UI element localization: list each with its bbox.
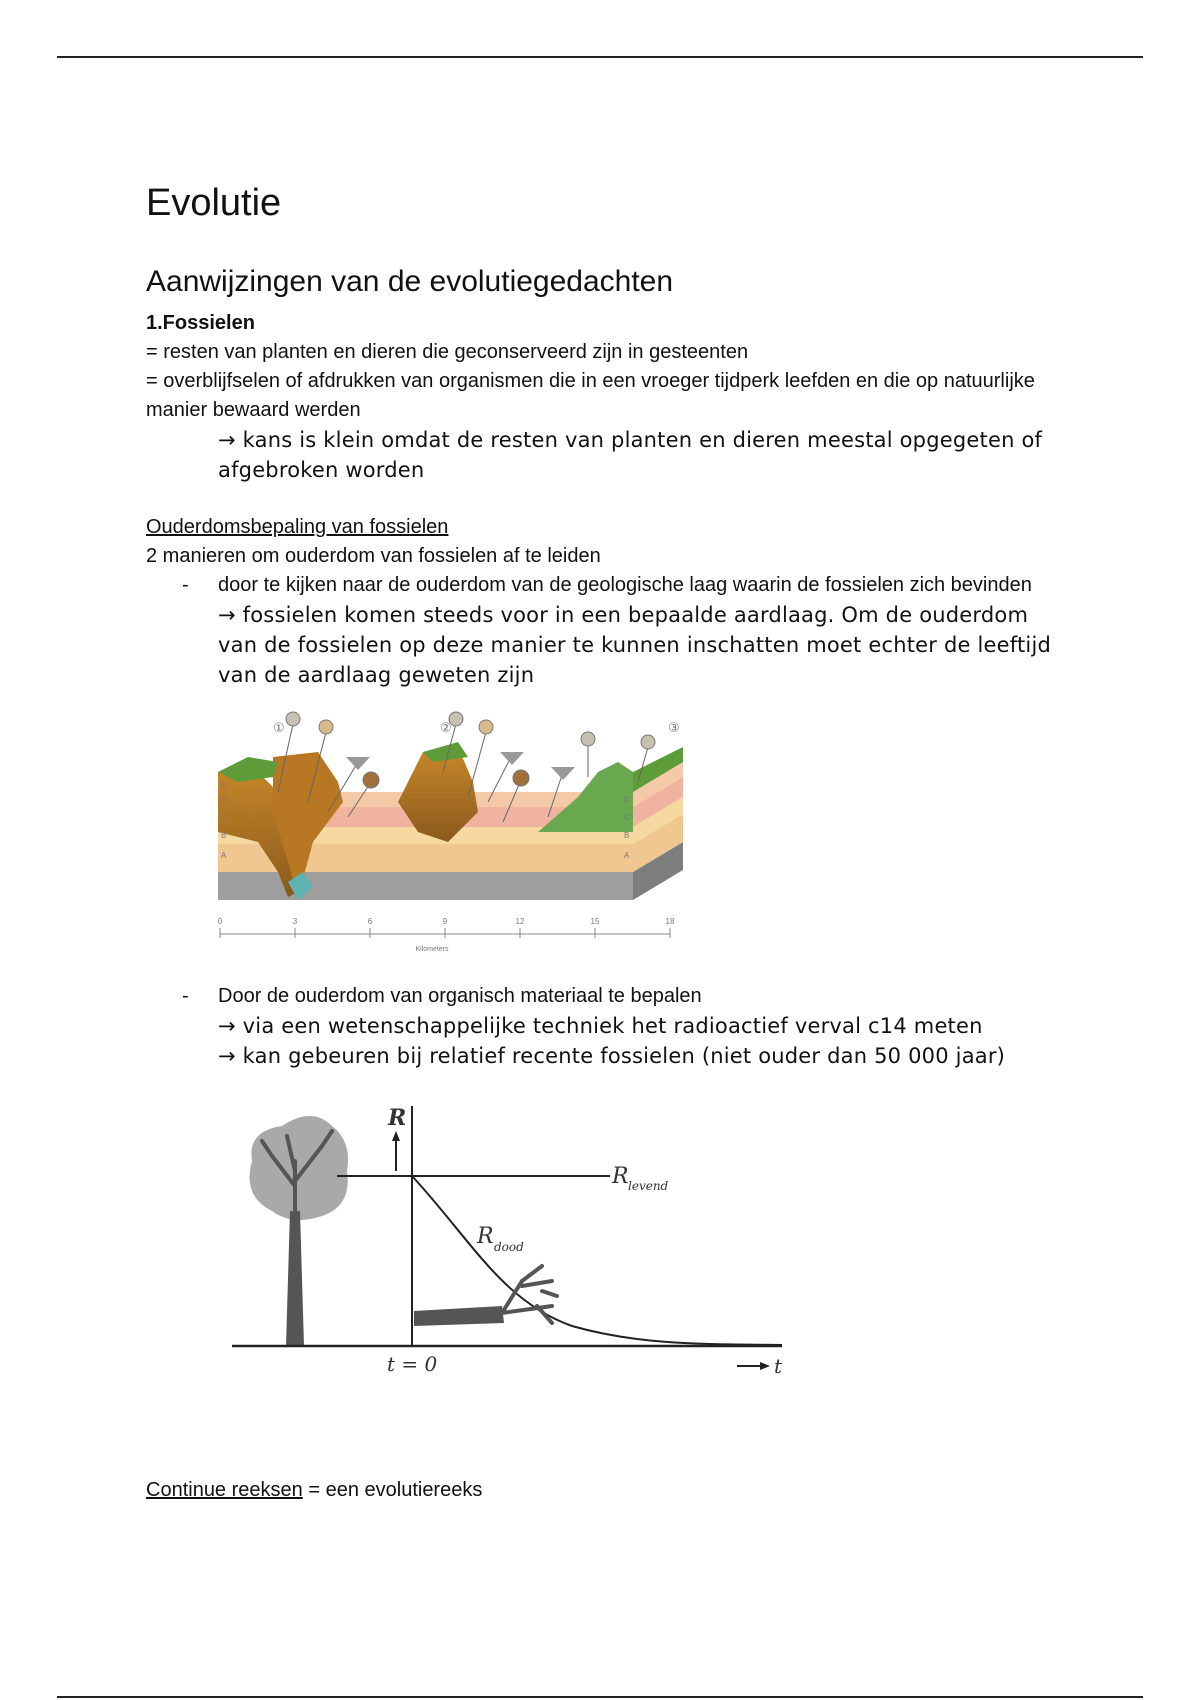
page-content [146, 182, 1066, 1505]
section-title: Aanwijzingen van de evolutiegedachten [146, 265, 674, 298]
bullet-1-text: door te kijken naar de ouderdom van de geologische laag waarin de fossielen zich bevinden [218, 574, 1032, 596]
header-rule [57, 56, 1143, 58]
bullet-1-note: → fossielen komen steeds voor in een bepaalde aardlaag. Om de ouderdom van de fossielen op deze manier te kunnen inschatten moet echter de leeftijd van de aardlaag geweten zijn [218, 603, 1052, 687]
layer-label: D [624, 795, 630, 804]
layer-label: B [624, 831, 630, 840]
fallen-tree-icon [414, 1306, 504, 1326]
scale-label: Kilometers [415, 946, 449, 953]
layer-label: B [221, 831, 227, 840]
layer-label: A [624, 851, 630, 860]
layer-label: C [624, 813, 630, 822]
r-living-label: R [612, 1164, 629, 1189]
layer-label: D [221, 795, 227, 804]
subsection-title: 1.Fossielen [146, 312, 255, 334]
page-title: Evolutie [146, 182, 282, 224]
layer-label: C [221, 813, 227, 822]
r-axis-label: R [388, 1105, 407, 1131]
layer-label: E [221, 781, 227, 790]
series-line [146, 1476, 1066, 1505]
r-living-subscript: levend [628, 1179, 669, 1193]
bullet-2-text: Door de ouderdom van organisch materiaal te bepalen [218, 985, 702, 1007]
c14-decay-diagram [232, 1101, 832, 1411]
definition-1: = resten van planten en dieren die geconserveerd zijn in gesteenten [146, 341, 749, 363]
r-dead-label: R [477, 1224, 494, 1249]
dating-intro: 2 manieren om ouderdom van fossielen af te leiden [146, 545, 601, 567]
site-label-1: ① [273, 721, 285, 736]
scale-tick: 0 [218, 917, 223, 926]
t-zero-label: t = 0 [387, 1352, 438, 1376]
scale-tick: 9 [442, 917, 448, 926]
series-definition: = een evolutiereeks [302, 1479, 483, 1501]
strata-diagram [218, 702, 728, 957]
scale-tick: 3 [292, 917, 298, 926]
r-dead-subscript: dood [494, 1240, 524, 1254]
layer-label: A [221, 851, 227, 860]
site-label-2: ② [440, 721, 452, 736]
scale-tick: 15 [590, 917, 600, 926]
footer-rule [57, 1696, 1143, 1698]
note-chance: → kans is klein omdat de resten van planten en dieren meestal opgegeten of afgebroken worden [218, 428, 1043, 482]
bullet-dash: - [182, 985, 189, 1007]
scale-tick: 6 [367, 917, 373, 926]
definition-2: = overblijfselen of afdrukken van organismen die in een vroeger tijdperk leefden en die op natuurlijke manier bewaard werden [146, 370, 1035, 421]
bullet-2-note-2: → kan gebeuren bij relatief recente fossielen (niet ouder dan 50 000 jaar) [218, 1044, 1006, 1068]
scale-tick: 12 [515, 917, 525, 926]
bullet-2-note-1: → via een wetenschappelijke techniek het radioactief verval c14 meten [218, 1014, 983, 1038]
bullet-item-1 [146, 571, 1066, 690]
scale-tick: 18 [665, 917, 675, 926]
bullet-dash: - [182, 574, 189, 596]
bullet-item-2 [146, 982, 1066, 1071]
site-label-3: ③ [668, 721, 680, 736]
dating-heading: Ouderdomsbepaling van fossielen [146, 516, 449, 538]
t-axis-label: t [774, 1354, 783, 1378]
series-link[interactable]: Continue reeksen [146, 1479, 303, 1501]
